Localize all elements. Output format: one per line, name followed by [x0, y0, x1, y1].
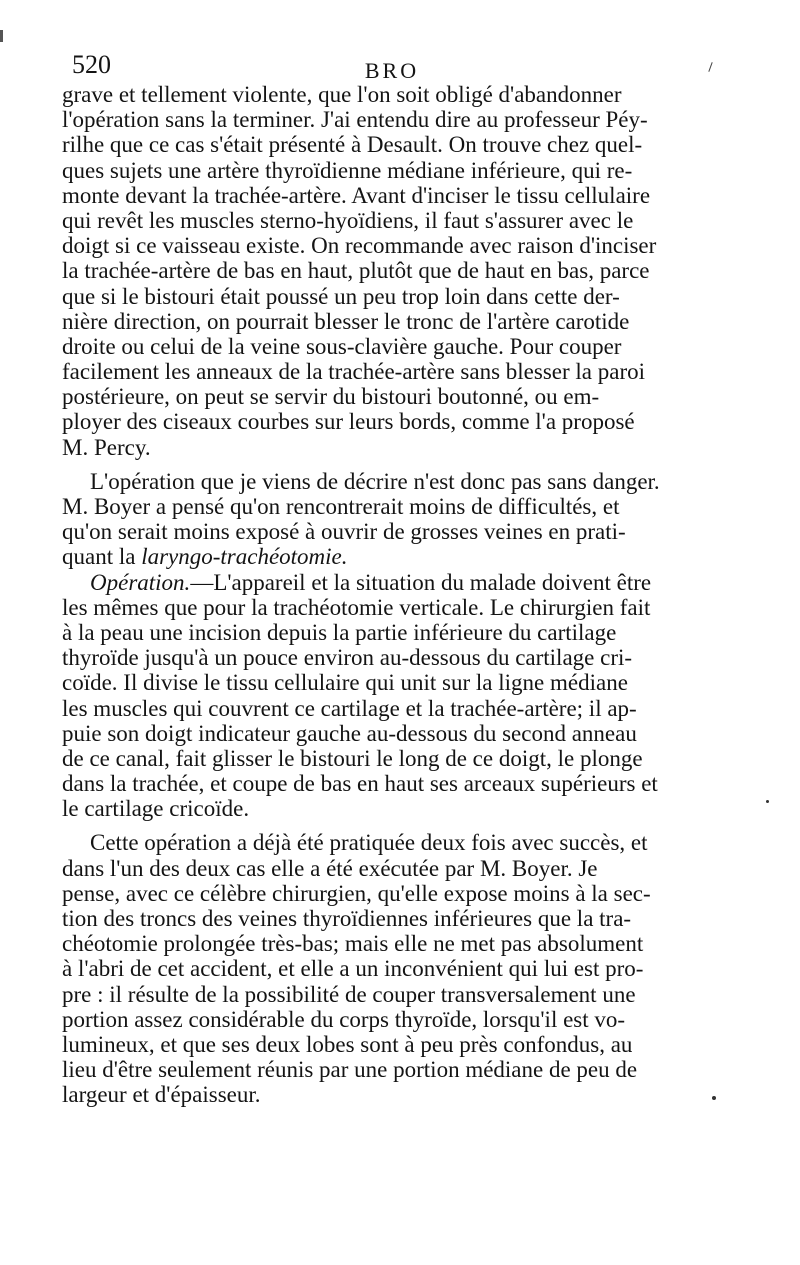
body-text	[62, 82, 712, 1108]
text-line	[62, 570, 712, 595]
running-head: BRO	[364, 58, 420, 83]
text-line: à l'abri de cet accident, et elle a un inconvénient qui lui est pro-	[62, 956, 644, 982]
scan-speck	[712, 1096, 716, 1100]
text-line: tion des troncs des veines thyroïdiennes inférieures que la tra-	[62, 906, 632, 931]
text-line: droite ou celui de la veine sous-clavière gauche. Pour couper	[62, 333, 622, 359]
paragraph-1	[62, 82, 712, 460]
page-header	[72, 50, 712, 84]
text-line: à la peau une incision depuis la partie inférieure du cartilage	[62, 619, 617, 645]
text-line: ployer des ciseaux courbes sur leurs bords, comme l'a proposé	[62, 409, 635, 435]
text-line: largeur et d'épaisseur.	[62, 1082, 261, 1108]
paragraph-3	[62, 570, 712, 822]
text-line: coïde. Il divise le tissu cellulaire qui unit sur la ligne médiane	[62, 670, 628, 696]
text-line: lumineux, et que ses deux lobes sont à peu près confondus, au	[62, 1031, 633, 1057]
text-line: doigt si ce vaisseau existe. On recommande avec raison d'inciser	[62, 233, 657, 259]
scan-speck	[766, 800, 769, 803]
text-line: pense, avec ce célèbre chirurgien, qu'elle expose moins à la sec-	[62, 880, 651, 906]
text-line: dans la trachée, et coupe de bas en haut ses arceaux supérieurs et	[62, 771, 658, 797]
text-line: les mêmes que pour la trachéotomie verticale. Le chirurgien fait	[62, 594, 651, 620]
paragraph-2	[62, 469, 712, 570]
text-run: —L'appareil et la situation du malade doivent être	[190, 569, 652, 595]
text-line: ques sujets une artère thyroïdienne médiane inférieure, qui re-	[62, 157, 633, 183]
text-line: Cette opération a déjà été pratiquée deux fois avec succès, et	[90, 830, 648, 856]
text-line: dans l'un des deux cas elle a été exécutée par M. Boyer. Je	[62, 855, 598, 881]
text-line: nière direction, on pourrait blesser le tronc de l'artère carotide	[62, 308, 630, 334]
text-line: pre : il résulte de la possibilité de couper transversalement une	[62, 981, 636, 1007]
text-line: facilement les anneaux de la trachée-artère sans blesser la paroi	[62, 359, 645, 385]
text-line: puie son doigt indicateur gauche au-dessous du second anneau	[62, 720, 637, 746]
text-line: rilhe que ce cas s'était présenté à Desault. On trouve chez quel-	[62, 132, 643, 158]
text-line: les muscles qui couvrent ce cartilage et la trachée-artère; il ap-	[62, 695, 637, 721]
text-line	[62, 544, 712, 569]
text-line: postérieure, on peut se servir du bistouri boutonné, ou em-	[62, 384, 600, 410]
text-line: M. Boyer a pensé qu'on rencontrerait moins de difficultés, et	[62, 494, 620, 519]
text-line: l'opération sans la terminer. J'ai entendu dire au professeur Péy-	[62, 107, 648, 133]
scan-mark	[0, 30, 3, 42]
text-line: chéotomie prolongée très-bas; mais elle ne met pas absolument	[62, 931, 644, 957]
italic-term: laryngo-trachéotomie.	[141, 544, 348, 570]
text-line: M. Percy.	[62, 434, 151, 460]
page-number: 520	[72, 50, 111, 79]
text-line: portion assez considérable du corps thyroïde, lorsqu'il est vo-	[62, 1006, 626, 1032]
paragraph-4	[62, 830, 712, 1107]
text-line: grave et tellement violente, que l'on soit obligé d'abandonner	[62, 82, 622, 107]
text-line: de ce canal, fait glisser le bistouri le long de ce doigt, le plonge	[62, 745, 643, 771]
text-line: que si le bistouri était poussé un peu trop loin dans cette der-	[62, 283, 620, 309]
text-line: qui revêt les muscles sterno-hyoïdiens, il faut s'assurer avec le	[62, 207, 634, 233]
text-line: thyroïde jusqu'à un pouce environ au-dessous du cartilage cri-	[62, 645, 633, 671]
text-run: quant la	[62, 544, 142, 570]
text-line: lieu d'être seulement réunis par une portion médiane de peu de	[62, 1057, 638, 1083]
text-line: L'opération que je viens de décrire n'est donc pas sans danger.	[90, 468, 660, 494]
text-line: la trachée-artère de bas en haut, plutôt que de haut en bas, parce	[62, 258, 650, 284]
text-line: le cartilage cricoïde.	[62, 796, 250, 822]
text-line: monte devant la trachée-artère. Avant d'inciser le tissu cellulaire	[62, 182, 651, 208]
section-heading: Opération.	[90, 569, 191, 595]
text-line: qu'on serait moins exposé à ouvrir de grosses veines en prati-	[62, 519, 626, 545]
